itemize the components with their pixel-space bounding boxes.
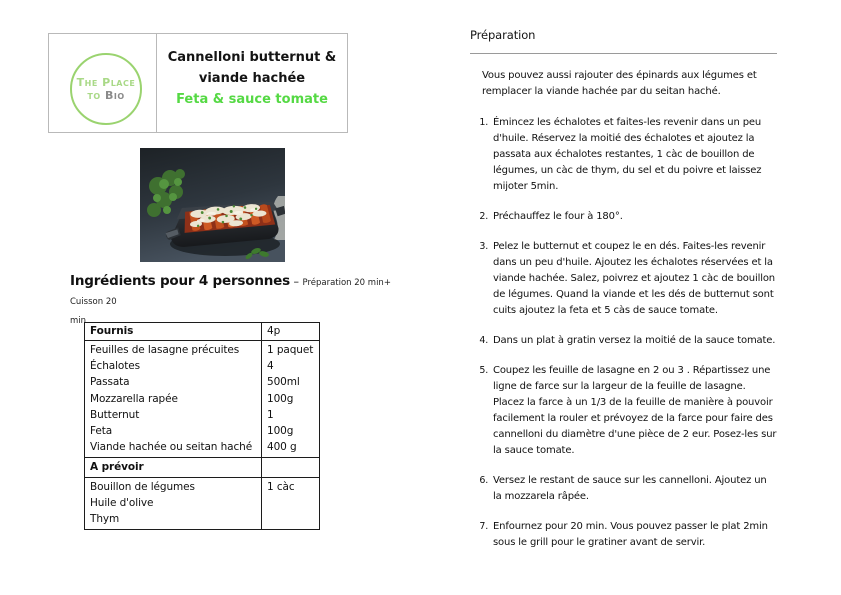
recipe-photo — [140, 148, 285, 262]
preparation-heading: Préparation — [470, 28, 536, 42]
table-header-label: Fournis — [90, 325, 134, 337]
provided-quantities — [261, 341, 319, 457]
preparation-intro: Vous pouvez aussi rajouter des épinards aux légumes et remplacer la viande hachée par du seitan haché. — [482, 70, 757, 97]
logo-text-line2 — [87, 89, 124, 102]
ingredients-heading-times: Préparation 20 min+ Cuisson 20 — [70, 278, 391, 307]
preparation-step: 4. Dans un plat à gratin versez la moitié de la sauce tomate. — [491, 333, 777, 349]
preparation-step: 3. Pelez le butternut et coupez le en dés. Faites-les revenir dans un peu d'huile. Ajoutez les échalotes réservées et la viande hachée. Salez, poivrez et ajoutez 1 càc de bouillon de légumes. Quand la viande et les dés de butternut sont cuits ajoutez la feta et 5 càs de sauce tomate. — [491, 239, 777, 319]
ingredient-qty: 500ml — [267, 376, 300, 389]
logo-cell — [49, 34, 157, 132]
ingredient-name: Passata — [90, 376, 130, 389]
ingredient-qty: 1 paquet — [267, 344, 314, 356]
ingredient-name: Viande hachée ou seitan haché — [90, 441, 253, 454]
ingredient-qty — [267, 495, 319, 511]
ingredient-name: Huile d'olive — [90, 496, 154, 509]
recipe-title-line2: viande hachée — [198, 71, 306, 86]
ingredients-heading-main: Ingrédients pour 4 personnes — [70, 273, 290, 289]
recipe-title-block — [157, 34, 347, 132]
ingredients-heading-times-wrap: min — [70, 316, 87, 326]
table-tohave-block — [85, 478, 319, 530]
tohave-names — [85, 478, 261, 530]
logo-text-bio: Bio — [104, 89, 125, 102]
recipe-subtitle: Feta & sauce tomate — [176, 92, 328, 107]
table-section2-row — [85, 458, 319, 477]
table-header-qty: 4p — [261, 323, 319, 340]
preparation-step: 6. Versez le restant de sauce sur les cannelloni. Ajoutez un la mozzarela râpée. — [491, 473, 777, 505]
logo-text-to: to — [87, 89, 105, 102]
ingredients-table — [84, 322, 320, 530]
table-section2-label: A prévoir — [90, 461, 144, 474]
recipe-header-card — [48, 33, 348, 133]
ingredient-name: Bouillon de légumes — [90, 480, 195, 493]
provided-names — [85, 341, 261, 457]
ingredient-qty: 4 — [267, 360, 274, 373]
preparation-section — [470, 28, 777, 565]
preparation-divider — [470, 53, 777, 54]
table-header-row — [85, 323, 319, 341]
preparation-step: 1. Émincez les échalotes et faites-les revenir dans un peu d'huile. Réservez la moitié des échalotes et ajoutez la passata aux échalotes restantes, 1 càc de bouillon de légumes, un càc de thym, du sel et du poivre et laissez mijoter 5min. — [491, 115, 777, 195]
ingredient-name: Feuilles de lasagne précuites — [90, 344, 240, 356]
table-provided-block — [85, 341, 319, 458]
ingredient-qty: 100g — [267, 392, 294, 405]
ingredient-qty — [267, 511, 319, 527]
preparation-step: 2. Préchauffez le four à 180°. — [491, 209, 777, 225]
ingredient-name: Échalotes — [90, 360, 140, 373]
preparation-steps — [470, 115, 777, 551]
ingredient-name: Thym — [90, 513, 120, 526]
logo-text-line1: The Place — [76, 76, 136, 89]
the-place-to-bio-logo — [70, 53, 142, 125]
table-section2-qty — [261, 458, 319, 476]
recipe-title-line1: Cannelloni butternut & — [167, 50, 337, 65]
ingredients-heading-dash: – — [289, 275, 303, 288]
ingredient-qty: 1 — [267, 408, 274, 421]
ingredient-name: Feta — [90, 425, 113, 438]
tohave-quantities — [261, 478, 319, 530]
ingredient-qty: 400 g — [267, 441, 297, 454]
ingredient-qty: 1 càc — [267, 480, 295, 493]
ingredients-heading — [70, 272, 395, 329]
ingredient-name: Butternut — [90, 408, 140, 421]
preparation-step: 7. Enfournez pour 20 min. Vous pouvez passer le plat 2min sous le grill pour le gratiner avant de servir. — [491, 519, 777, 551]
ingredient-qty: 100g — [267, 425, 294, 438]
ingredient-name: Mozzarella rapée — [90, 392, 178, 405]
preparation-step: 5. Coupez les feuille de lasagne en 2 ou 3 . Répartissez une ligne de farce sur la largeur de la feuille de lasagne. Placez la farce à un 1/3 de la feuille de manière à pouvoir facilement la rouler et prévoyez de la farce pour faire des cannelloni du diamètre d'une pièce de 2 eur. Posez-les sur la sauce tomate. — [491, 363, 777, 459]
